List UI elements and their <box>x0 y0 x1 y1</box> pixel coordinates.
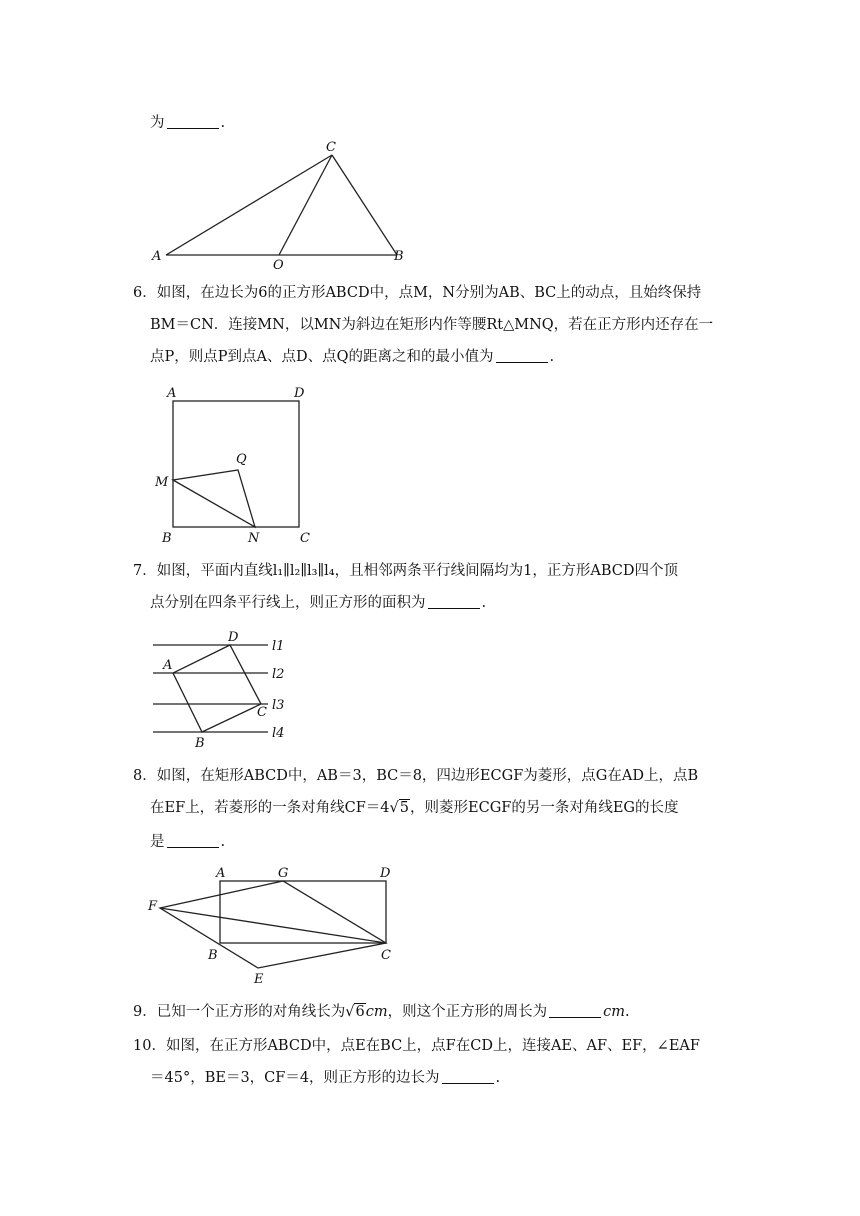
label-O: O <box>273 258 284 273</box>
label-C: C <box>381 948 391 963</box>
label-G: G <box>278 866 289 881</box>
label-N: N <box>248 531 260 546</box>
label-B: B <box>394 249 404 264</box>
label-D: D <box>294 386 305 401</box>
problem-8-line-2: 在EF上，若菱形的一条对角线CF＝4√5，则菱形ECGF的另一条对角线EG的长度 <box>150 800 679 816</box>
diagonal-CF <box>160 908 386 943</box>
rhombus-ECGF <box>160 881 386 968</box>
answer-blank-10 <box>442 1069 494 1084</box>
label-M: M <box>155 475 169 490</box>
label-l4: l4 <box>272 726 285 741</box>
answer-blank-9 <box>549 1003 601 1018</box>
label-E: E <box>254 972 264 987</box>
label-B: B <box>162 531 172 546</box>
problem-8-line-3: 是 . <box>150 834 226 850</box>
label-l2: l2 <box>272 667 285 682</box>
label-B: B <box>195 736 205 751</box>
problem-8-line-1: 8．如图，在矩形ABCD中，AB＝3，BC＝8，四边形ECGF为菱形，点G在AD上，点B <box>133 768 699 784</box>
problem-7-line-2: 点分别在四条平行线上，则正方形的面积为 . <box>150 595 487 611</box>
sqrt-5: √5 <box>389 800 410 816</box>
problem-5-tail: 为 . <box>150 115 226 131</box>
label-A: A <box>152 249 162 264</box>
label-Q: Q <box>236 452 247 467</box>
label-B: B <box>208 948 218 963</box>
label-A: A <box>167 386 177 401</box>
label-C: C <box>326 140 336 155</box>
label-C: C <box>300 531 310 546</box>
sqrt-6: √6 <box>345 1004 365 1020</box>
label-A: A <box>216 866 226 881</box>
problem-6-line-3: 点P，则点P到点A、点D、点Q的距离之和的最小值为 . <box>150 349 555 365</box>
label-D: D <box>228 630 239 645</box>
label-l1: l1 <box>272 639 285 654</box>
problem-7-line-1: 7．如图，平面内直线l₁∥l₂∥l₃∥l₄，且相邻两条平行线间隔均为1，正方形ABCD四个顶 <box>133 563 678 579</box>
label-A: A <box>163 658 173 673</box>
problem-6-line-1: 6．如图，在边长为6的正方形ABCD中，点M，N分别为AB、BC上的动点，且始终保持 <box>133 285 702 301</box>
problem-10-line-1: 10．如图，在正方形ABCD中，点E在BC上，点F在CD上，连接AE、AF、EF，∠EAF <box>133 1038 700 1054</box>
label-D: D <box>380 866 391 881</box>
label-l3: l3 <box>272 698 285 713</box>
label-F: F <box>148 899 158 914</box>
problem-10-line-2: ＝45°，BE＝3，CF＝4，则正方形的边长为 . <box>150 1070 501 1086</box>
rectangle-ABCD <box>220 881 386 943</box>
problem-6-line-2: BM＝CN．连接MN，以MN为斜边在矩形内作等腰Rt△MNQ，若在正方形内还存在一 <box>150 317 714 333</box>
problem-9: 9．已知一个正方形的对角线长为√6cm，则这个正方形的周长为 cm. <box>133 1004 630 1020</box>
label-C: C <box>257 705 267 720</box>
